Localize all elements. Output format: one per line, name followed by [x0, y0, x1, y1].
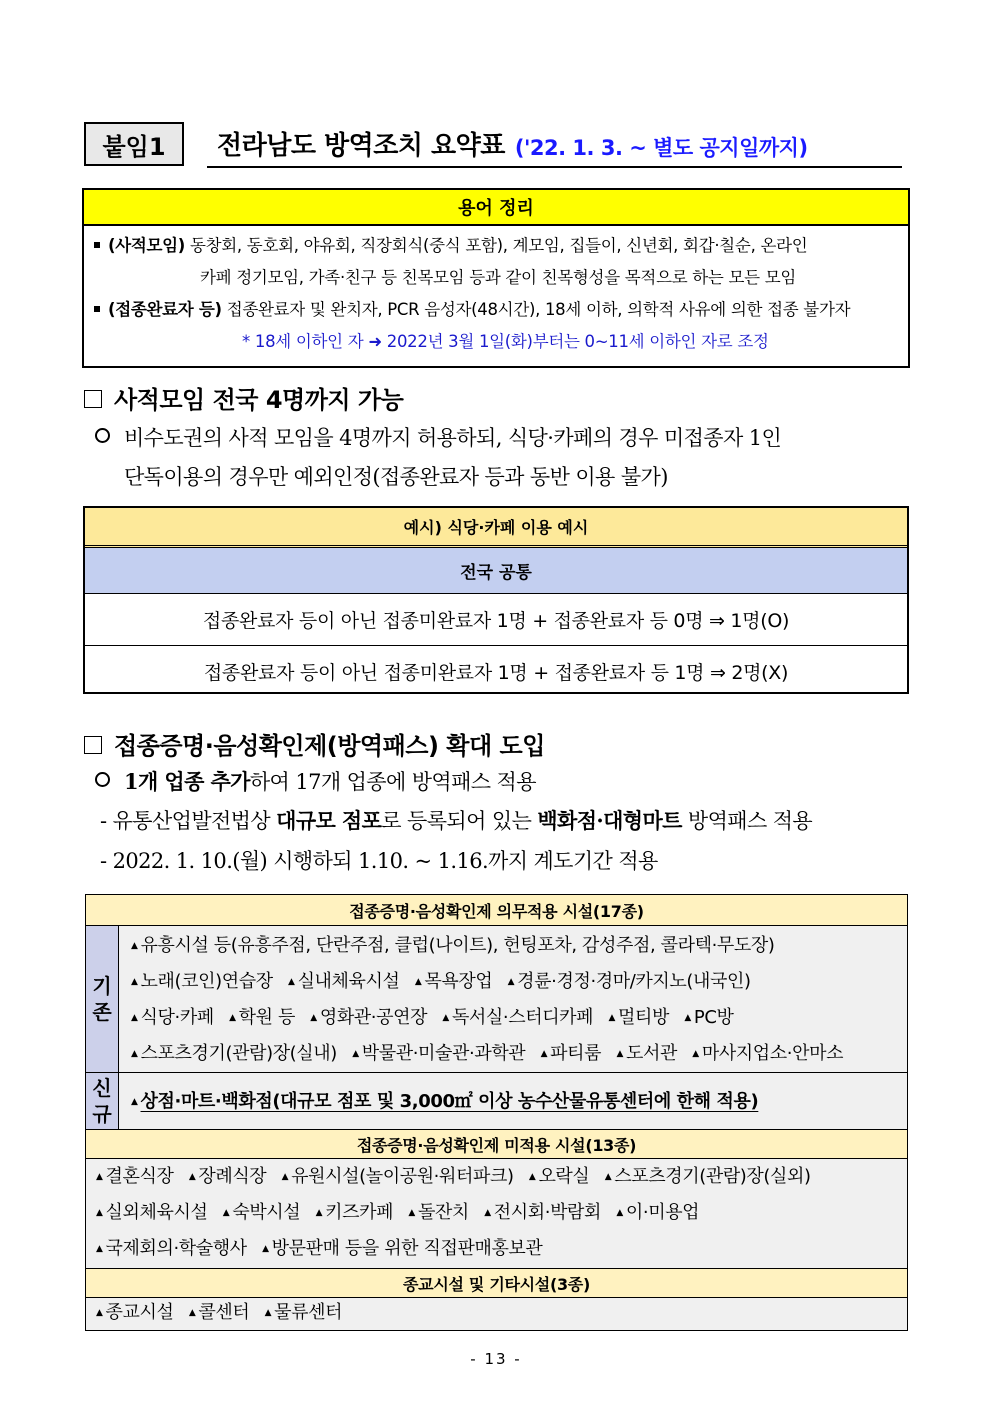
term-text-cont: 카페 정기모임, 가족·친구 등 친목모임 등과 같이 친목형성을 목적으로 하는 모든 모임 — [200, 268, 797, 287]
facility-line — [131, 1084, 758, 1120]
triangle-bullet-icon: ▲ — [484, 1208, 491, 1218]
existing-label — [86, 926, 119, 1072]
dash1-text: 로 등록되어 있는 — [381, 809, 538, 833]
triangle-bullet-icon: ▲ — [264, 1308, 272, 1318]
triangle-bullet-icon: ▲ — [442, 1013, 449, 1023]
facility-item: 스포츠경기(관람)장(실외) — [614, 1166, 811, 1187]
section1-heading — [84, 380, 403, 415]
facility-item: 국제회의·학술행사 — [105, 1238, 247, 1259]
section2-bullet-bold: 1개 업종 추가 — [124, 769, 250, 794]
page-title — [207, 126, 902, 168]
triangle-bullet-icon: ▲ — [408, 1208, 415, 1218]
triangle-bullet-icon: ▲ — [281, 1172, 289, 1182]
facility-item: 전시회·박람회 — [493, 1202, 602, 1223]
section2-heading-text: 접종증명·음성확인제(방역패스) 확대 도입 — [114, 732, 545, 760]
title-main: 전라남도 방역조치 요약표 — [217, 131, 505, 161]
triangle-bullet-icon: ▲ — [188, 1172, 196, 1182]
other-heading: 종교시설 및 기타시설(3종) — [86, 1269, 907, 1298]
term-label: (사적모임) — [108, 236, 186, 255]
section2-heading — [84, 726, 545, 761]
exempt-heading: 접종증명·음성확인제 미적용 시설(13종) — [86, 1130, 907, 1159]
triangle-bullet-icon: ▲ — [131, 977, 138, 987]
facility-line — [96, 1298, 897, 1328]
dash1-bold: 대규모 점포 — [276, 808, 382, 833]
term-label: (접종완료자 등) — [108, 300, 222, 319]
dash1-text: - 유통산업발전법상 — [100, 809, 277, 833]
attachment-tag — [84, 122, 184, 166]
triangle-bullet-icon: ▲ — [262, 1244, 269, 1254]
facility-item: 종교시설 — [105, 1302, 174, 1323]
triangle-bullet-icon: ▲ — [222, 1208, 230, 1218]
circle-bullet-icon — [95, 772, 110, 787]
facility-item: 숙박시설 — [232, 1202, 301, 1223]
new-category — [86, 1073, 907, 1130]
facility-item: 물류센터 — [274, 1302, 343, 1323]
section1-heading-text: 사적모임 전국 4명까지 가능 — [114, 386, 404, 414]
mandatory-heading: 접종증명·음성확인제 의무적용 시설(17종) — [86, 895, 907, 926]
facility-item-new: 상점·마트·백화점(대규모 점포 및 3,000㎡ 이상 농수산물유통센터에 한해 적용) — [140, 1091, 759, 1112]
section2-dash2: - 2022. 1. 10.(월) 시행하되 1.10. ~ 1.16.까지 계도기간 적용 — [100, 849, 658, 873]
facility-line — [96, 1195, 897, 1231]
triangle-bullet-icon: ▲ — [96, 1308, 103, 1318]
circle-bullet-icon — [95, 428, 110, 443]
facility-item: 장례식장 — [198, 1166, 267, 1187]
term-vaccinated — [92, 294, 898, 326]
triangle-bullet-icon: ▲ — [616, 1208, 623, 1218]
term-text: 동창회, 동호회, 야유회, 직장회식(중식 포함), 계모임, 집들이, 신년회, 회갑·칠순, 온라인 — [190, 236, 808, 255]
existing-category — [86, 926, 907, 1073]
triangle-bullet-icon: ▲ — [604, 1172, 612, 1182]
term-private-gathering — [92, 230, 898, 262]
facility-item: 결혼식장 — [105, 1166, 174, 1187]
checkbox-square-icon — [84, 736, 102, 754]
terms-body — [84, 226, 908, 358]
triangle-bullet-icon: ▲ — [96, 1208, 103, 1218]
square-bullet-icon — [94, 306, 100, 312]
triangle-bullet-icon: ▲ — [288, 977, 295, 987]
triangle-bullet-icon: ▲ — [96, 1244, 103, 1254]
section1-bullet — [95, 422, 781, 452]
triangle-bullet-icon: ▲ — [131, 1097, 138, 1107]
facility-line — [96, 1159, 897, 1195]
terms-heading: 용어 정리 — [84, 190, 908, 226]
other-items — [86, 1298, 907, 1330]
attachment-tag-label: 붙임1 — [102, 132, 166, 161]
exempt-items — [86, 1159, 907, 1269]
facility-item: 도서관 — [626, 1043, 677, 1064]
facility-item: 스포츠경기(관람)장(실내) — [140, 1043, 337, 1064]
facility-item: 파티룸 — [550, 1043, 602, 1064]
facility-item: 키즈카페 — [325, 1202, 394, 1223]
triangle-bullet-icon: ▲ — [507, 977, 515, 987]
label-char: 규 — [92, 1102, 112, 1126]
triangle-bullet-icon: ▲ — [310, 1013, 317, 1023]
facility-line — [131, 1036, 897, 1072]
facility-item: 유원시설(놀이공원·워터파크) — [291, 1166, 514, 1187]
dash1-bold: 백화점·대형마트 — [537, 808, 682, 833]
existing-items — [119, 926, 907, 1072]
example-row: 접종완료자 등이 아닌 접종미완료자 1명 + 접종완료자 등 0명 ⇒ 1명(O) — [202, 610, 790, 632]
facility-item: 경륜·경정·경마/카지노(내국인) — [517, 971, 751, 992]
triangle-bullet-icon: ▲ — [684, 1013, 691, 1023]
example-table-subtitle: 전국 공통 — [85, 548, 907, 594]
example-table — [83, 506, 909, 694]
triangle-bullet-icon: ▲ — [315, 1208, 323, 1218]
triangle-bullet-icon: ▲ — [528, 1172, 536, 1182]
example-table-title: 예시) 식당·카페 이용 예시 — [85, 508, 907, 548]
facility-item: 콜센터 — [198, 1302, 250, 1323]
triangle-bullet-icon: ▲ — [131, 1013, 138, 1023]
facility-item: 노래(코인)연습장 — [140, 971, 273, 992]
facilities-table — [85, 894, 908, 1331]
facility-item: 유흥시설 등(유흥주점, 단란주점, 클럽(나이트), 헌팅포차, 감성주점, 콜라텍·무도장) — [140, 935, 775, 956]
triangle-bullet-icon: ▲ — [188, 1308, 196, 1318]
checkbox-square-icon — [84, 390, 102, 408]
facility-line — [131, 964, 897, 1000]
page-number: - 13 - — [470, 1350, 522, 1368]
facility-item: 마사지업소·안마소 — [701, 1043, 844, 1064]
section2-bullet — [95, 766, 536, 796]
section1-bullet-line1: 비수도권의 사적 모임을 4명까지 허용하되, 식당·카페의 경우 미접종자 1인 — [124, 426, 782, 450]
triangle-bullet-icon: ▲ — [692, 1049, 699, 1059]
triangle-bullet-icon: ▲ — [131, 1049, 138, 1059]
facility-item: 멀티방 — [618, 1007, 669, 1028]
example-row: 접종완료자 등이 아닌 접종미완료자 1명 + 접종완료자 등 1명 ⇒ 2명(X) — [85, 645, 907, 696]
new-items — [119, 1073, 907, 1129]
facility-item: 돌잔치 — [417, 1202, 469, 1223]
facility-item: 오락실 — [538, 1166, 590, 1187]
label-char: 기 — [92, 974, 112, 998]
facility-item: 영화관·공연장 — [319, 1007, 428, 1028]
triangle-bullet-icon: ▲ — [616, 1049, 623, 1059]
terms-box — [82, 188, 910, 368]
facility-item: 실외체육시설 — [105, 1202, 208, 1223]
facility-item: 박물관·미술관·과학관 — [361, 1043, 526, 1064]
section1-bullet-line2: 단독이용의 경우만 예외인정(접종완료자 등과 동반 이용 불가) — [124, 465, 668, 489]
title-period: ('22. 1. 3. ~ 별도 공지일까지) — [514, 136, 808, 160]
facility-item: 독서실·스터디카페 — [451, 1007, 594, 1028]
facility-item: 식당·카페 — [140, 1007, 214, 1028]
facility-item: 학원 등 — [238, 1007, 295, 1028]
section2-bullet-rest: 하여 17개 업종에 방역패스 적용 — [249, 770, 536, 794]
facility-item: 실내체육시설 — [297, 971, 400, 992]
label-char: 신 — [92, 1076, 112, 1100]
term-text: 접종완료자 및 완치자, PCR 음성자(48시간), 18세 이하, 의학적 사유에 의한 접종 불가자 — [226, 300, 851, 319]
facility-line — [131, 1000, 897, 1036]
facility-line — [131, 928, 897, 964]
section2-dash1 — [100, 805, 812, 835]
triangle-bullet-icon: ▲ — [608, 1013, 616, 1023]
label-char: 존 — [92, 1000, 112, 1024]
triangle-bullet-icon: ▲ — [96, 1172, 103, 1182]
facility-line — [96, 1231, 897, 1267]
facility-item: 이·미용업 — [625, 1202, 700, 1223]
triangle-bullet-icon: ▲ — [352, 1049, 359, 1059]
triangle-bullet-icon: ▲ — [540, 1049, 548, 1059]
triangle-bullet-icon: ▲ — [131, 941, 138, 951]
facility-item: PC방 — [693, 1007, 734, 1028]
term-note: * 18세 이하인 자 ➜ 2022년 3월 1일(화)부터는 0~11세 이하인 자로 조정 — [242, 332, 769, 351]
facility-item: 방문판매 등을 위한 직접판매홍보관 — [271, 1238, 543, 1259]
facility-item: 목욕장업 — [424, 971, 493, 992]
triangle-bullet-icon: ▲ — [414, 977, 422, 987]
new-label — [86, 1073, 119, 1129]
square-bullet-icon — [94, 242, 100, 248]
dash1-text: 방역패스 적용 — [681, 809, 813, 833]
triangle-bullet-icon: ▲ — [229, 1013, 236, 1023]
